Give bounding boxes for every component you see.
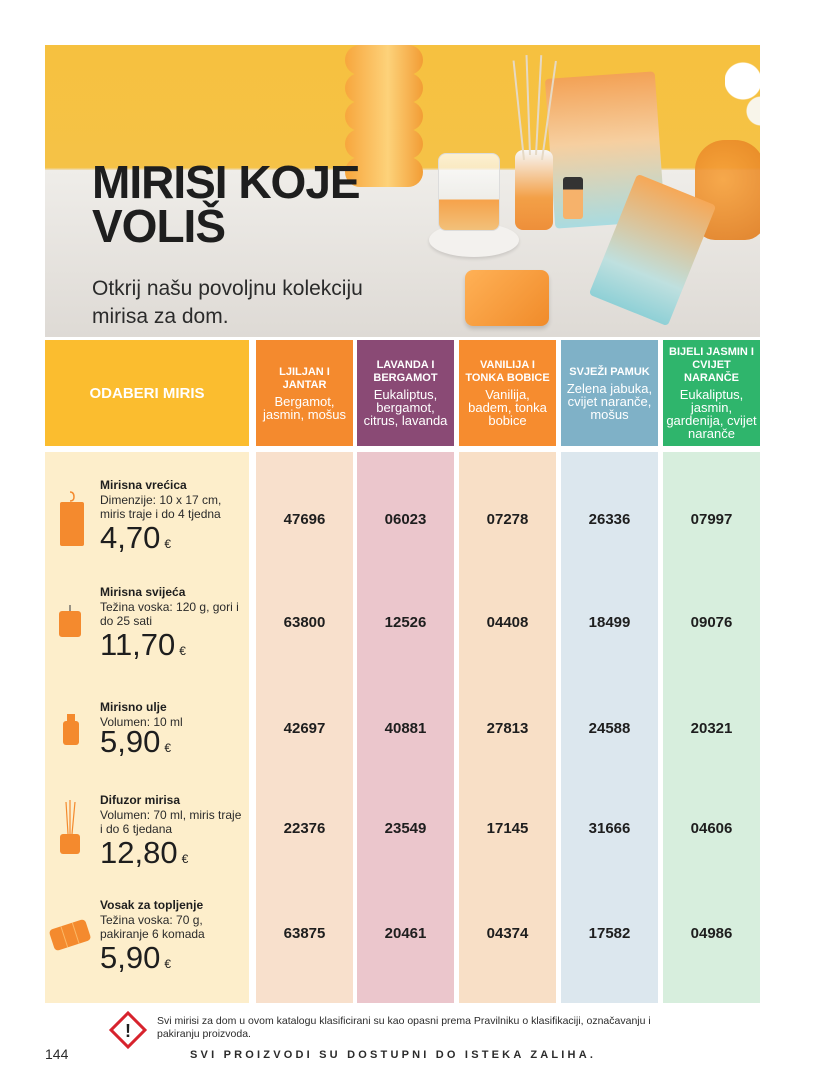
reed-diffuser-icon bbox=[57, 800, 83, 861]
hero-candle-image bbox=[438, 153, 500, 231]
page-number: 144 bbox=[45, 1046, 69, 1062]
product-description: Volumen: 70 ml, miris traje i do 6 tjedana bbox=[100, 808, 242, 836]
scent-header-5 bbox=[663, 340, 760, 446]
product-code: 47696 bbox=[283, 511, 326, 528]
page-subtitle: Otkrij našu povoljnu kolekciju mirisa za dom. bbox=[92, 277, 363, 328]
scent-header-1 bbox=[256, 340, 353, 446]
product-code: 40881 bbox=[384, 720, 427, 737]
scent-notes: Zelena jabuka, cvijet naranče, mošus bbox=[566, 380, 653, 422]
price-value: 11,70 bbox=[100, 627, 176, 662]
scent-notes: Eukaliptus, jasmin, gardenija, cvijet naranče bbox=[666, 387, 757, 441]
price-currency: € bbox=[164, 741, 172, 755]
hero-oil-bottle-image bbox=[563, 177, 583, 219]
product-code: 42697 bbox=[283, 720, 326, 737]
hazard-warning-text: Svi mirisi za dom u ovom katalogu klasificirani su kao opasni prema Pravilniku o klasifikaciji, označavanju i pakiranju proizvoda. bbox=[157, 1015, 651, 1040]
scent-name: VANILIJA I TONKA BOBICE bbox=[465, 359, 550, 384]
candle-icon bbox=[57, 604, 83, 643]
price-value: 5,90 bbox=[100, 940, 161, 975]
product-code: 63875 bbox=[283, 925, 326, 942]
availability-footer: SVI PROIZVODI SU DOSTUPNI DO ISTEKA ZALIHA. bbox=[190, 1049, 597, 1061]
product-code: 18499 bbox=[588, 614, 631, 631]
scent-name: SVJEŽI PAMUK bbox=[569, 365, 650, 378]
price-currency: € bbox=[164, 537, 172, 551]
product-description: Težina voska: 120 g, gori i do 25 sati bbox=[100, 600, 239, 628]
price-currency: € bbox=[179, 644, 186, 658]
scent-name: LAVANDA I BERGAMOT bbox=[373, 359, 438, 384]
product-price bbox=[100, 835, 188, 871]
product-code: 04606 bbox=[690, 820, 733, 837]
product-code: 24588 bbox=[588, 720, 631, 737]
hero-lily-image bbox=[725, 45, 760, 165]
hazard-warning-icon bbox=[108, 1010, 148, 1050]
scent-notes: Bergamot, jasmin, mošus bbox=[262, 393, 347, 422]
price-value: 5,90 bbox=[100, 724, 161, 759]
scent-name: LJILJAN I JANTAR bbox=[279, 365, 330, 391]
product-name: Difuzor mirisa bbox=[100, 793, 181, 807]
page-title: MIRISI KOJE VOLIŠ bbox=[92, 156, 360, 252]
scent-name: BIJELI JASMIN I CVIJET NARANČE bbox=[669, 346, 754, 384]
product-name: Vosak za topljenje bbox=[100, 898, 204, 912]
product-name: Mirisna vrećica bbox=[100, 478, 187, 492]
price-currency: € bbox=[181, 852, 189, 866]
product-code: 07278 bbox=[486, 511, 529, 528]
product-code: 07997 bbox=[690, 511, 733, 528]
hero-banner bbox=[45, 45, 760, 337]
product-code: 06023 bbox=[384, 511, 427, 528]
oil-bottle-icon bbox=[61, 713, 81, 752]
product-code: 63800 bbox=[283, 614, 326, 631]
scent-notes: Eukaliptus, bergamot, citrus, lavanda bbox=[363, 387, 448, 428]
scent-header-4 bbox=[561, 340, 658, 446]
product-name: Mirisno ulje bbox=[100, 700, 167, 714]
scent-notes: Vanilija, badem, tonka bobice bbox=[468, 387, 547, 428]
wax-melt-icon bbox=[47, 916, 93, 959]
product-code: 17582 bbox=[588, 925, 631, 942]
product-code: 17145 bbox=[486, 820, 529, 837]
product-price bbox=[100, 627, 186, 663]
product-code: 04374 bbox=[486, 925, 529, 942]
sachet-icon bbox=[57, 490, 87, 555]
product-code: 20321 bbox=[690, 720, 733, 737]
price-value: 4,70 bbox=[100, 520, 161, 555]
product-code: 04408 bbox=[486, 614, 529, 631]
hero-wax-melt-image bbox=[465, 270, 549, 326]
product-code: 09076 bbox=[690, 614, 733, 631]
product-code: 12526 bbox=[384, 614, 427, 631]
price-currency: € bbox=[164, 957, 172, 971]
scent-header-2 bbox=[357, 340, 454, 446]
svg-text:!: ! bbox=[125, 1021, 131, 1041]
product-code: 20461 bbox=[384, 925, 427, 942]
scent-header-3 bbox=[459, 340, 556, 446]
price-value: 12,80 bbox=[100, 835, 178, 870]
product-code: 27813 bbox=[486, 720, 529, 737]
product-code: 31666 bbox=[588, 820, 631, 837]
product-description: Dimenzije: 10 x 17 cm, miris traje i do 4 tjedna bbox=[100, 493, 222, 521]
product-price bbox=[100, 520, 171, 556]
select-scent-label: ODABERI MIRIS bbox=[89, 384, 205, 402]
product-code: 04986 bbox=[690, 925, 733, 942]
product-code: 22376 bbox=[283, 820, 326, 837]
product-description: Volumen: 10 ml bbox=[100, 715, 183, 729]
product-code: 23549 bbox=[384, 820, 427, 837]
product-description: Težina voska: 70 g, pakiranje 6 komada bbox=[100, 913, 205, 941]
select-scent-header bbox=[45, 340, 249, 446]
product-price bbox=[100, 940, 171, 976]
product-name: Mirisna svijeća bbox=[100, 585, 186, 599]
product-price bbox=[100, 724, 171, 760]
product-code: 26336 bbox=[588, 511, 631, 528]
hero-diffuser-image bbox=[515, 150, 553, 230]
